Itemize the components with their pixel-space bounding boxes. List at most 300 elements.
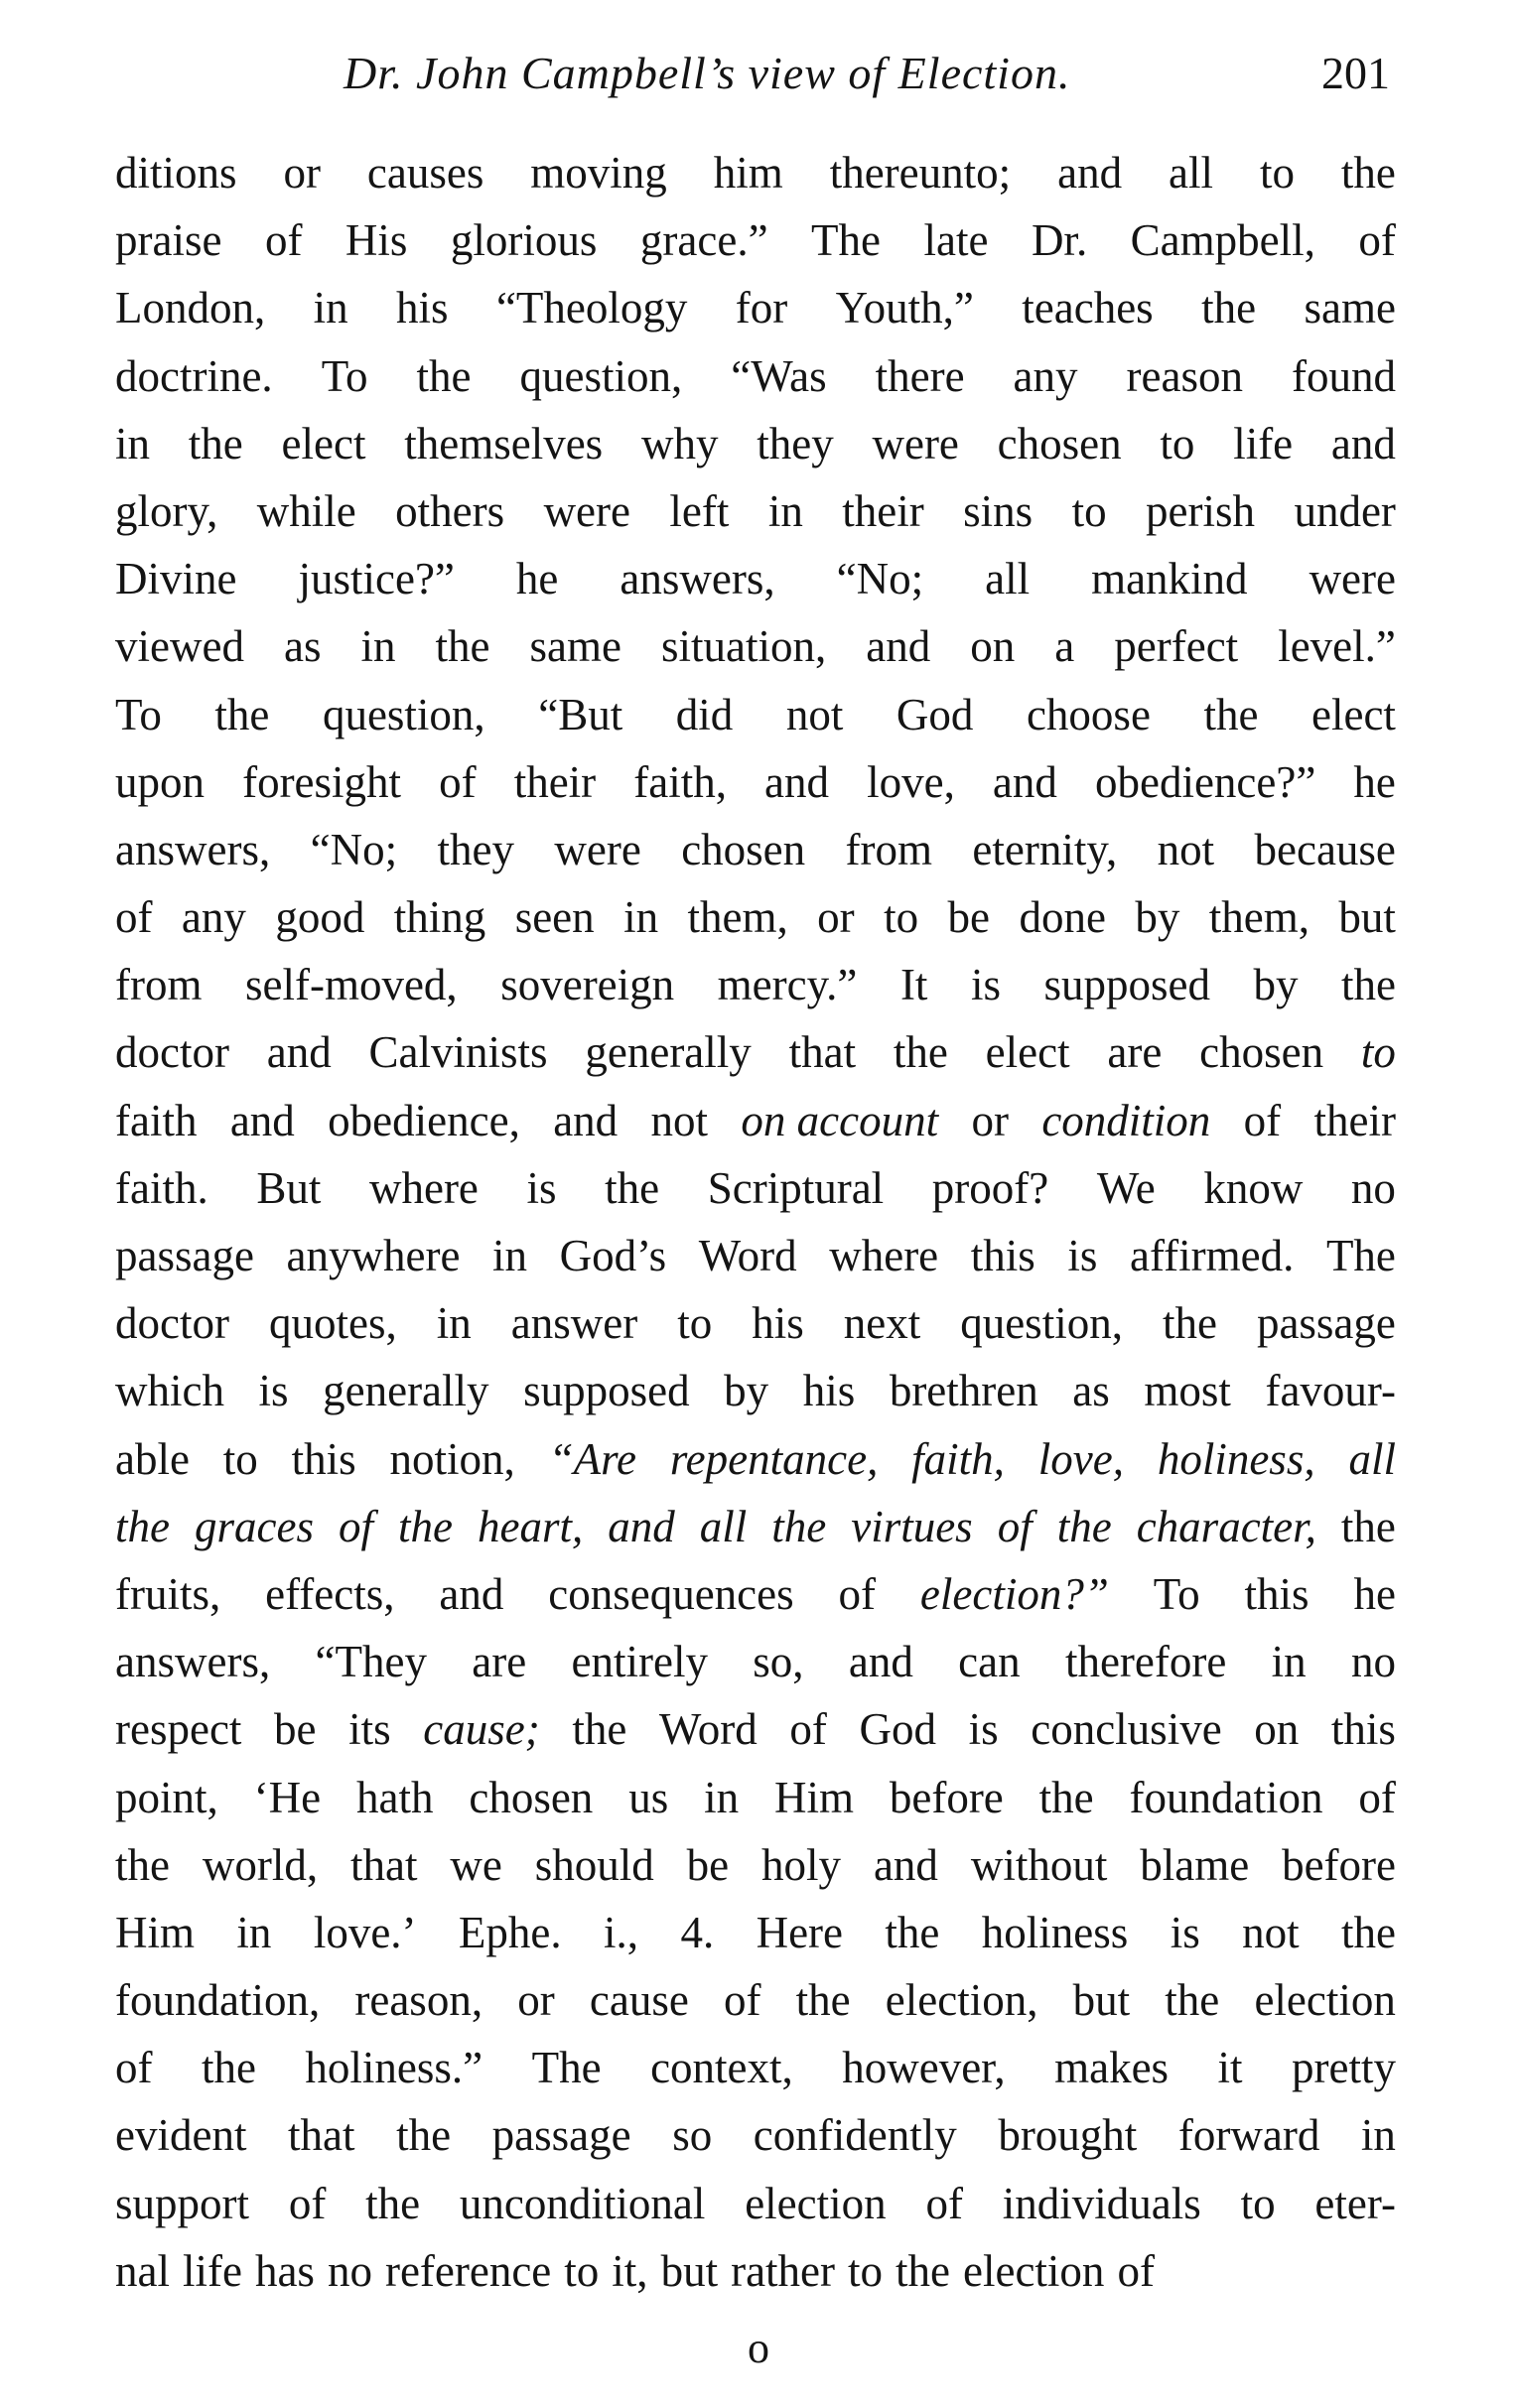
- italic-word: all: [699, 1501, 748, 1551]
- word: ditions: [115, 148, 237, 198]
- word: makes: [1054, 2043, 1170, 2093]
- word: answers,: [115, 1637, 271, 1687]
- word: or: [283, 148, 321, 198]
- running-title: Dr. John Campbell’s view of Election.: [344, 48, 1071, 98]
- word: not: [1242, 1907, 1300, 1957]
- word: to: [677, 1298, 713, 1349]
- word: the: [1340, 1501, 1396, 1551]
- word: But: [256, 1162, 322, 1213]
- word: the: [1038, 1772, 1094, 1822]
- word: it: [1217, 2043, 1243, 2093]
- word: Word: [658, 1704, 758, 1755]
- text-line: [115, 1899, 1396, 1966]
- word: to: [1071, 485, 1107, 536]
- text-line: [115, 1357, 1396, 1424]
- word: London,: [115, 283, 266, 334]
- word: holy: [761, 1839, 842, 1890]
- word: be: [686, 1839, 730, 1890]
- word: of: [115, 892, 153, 943]
- italic-word: all: [1348, 1433, 1396, 1484]
- word: moving: [530, 148, 667, 198]
- word: so,: [753, 1637, 804, 1687]
- word: choose: [1026, 689, 1151, 739]
- word: and: [229, 1095, 295, 1145]
- word: affirmed.: [1129, 1231, 1295, 1280]
- word: not: [1157, 824, 1215, 874]
- word: the: [188, 418, 243, 468]
- word: and: [1330, 418, 1396, 468]
- word: upon: [115, 756, 205, 807]
- word: sins: [963, 485, 1034, 536]
- word: were: [1309, 554, 1396, 604]
- word: reference: [384, 2245, 552, 2296]
- word: in: [623, 892, 659, 943]
- word: of: [789, 1704, 827, 1755]
- italic-word: the: [397, 1501, 453, 1551]
- word: confidently: [753, 2110, 957, 2161]
- italic-word: on account: [741, 1095, 939, 1145]
- page-number: 201: [1321, 48, 1390, 98]
- word: to: [1259, 148, 1295, 198]
- italic-word: graces: [194, 1501, 314, 1551]
- italic-word: and: [608, 1501, 675, 1551]
- word: is: [968, 1704, 999, 1755]
- word: thereunto;: [829, 148, 1012, 198]
- word: mercy.”: [717, 960, 858, 1010]
- word: To: [1153, 1568, 1200, 1619]
- word: and: [873, 1839, 938, 1890]
- word: faith: [115, 1095, 198, 1145]
- word: his: [802, 1366, 856, 1416]
- word: or: [971, 1095, 1009, 1145]
- signature-mark: o: [748, 2324, 769, 2372]
- word: has: [254, 2245, 315, 2296]
- word: by: [724, 1366, 769, 1416]
- word: the: [214, 689, 270, 739]
- word: for: [735, 283, 788, 334]
- word: the: [365, 2178, 421, 2228]
- word: Here: [756, 1907, 844, 1957]
- word: by: [1253, 960, 1299, 1010]
- italic-word: repentance,: [669, 1433, 879, 1484]
- word: their: [842, 485, 924, 536]
- word: blame: [1140, 1839, 1250, 1890]
- word: were: [543, 485, 630, 536]
- word: this: [1330, 1704, 1396, 1755]
- word: is: [970, 960, 1001, 1010]
- word: of: [1117, 2245, 1155, 2296]
- word: glory,: [115, 485, 218, 536]
- word: they: [757, 418, 834, 468]
- text-line: [115, 1087, 1396, 1154]
- word: ‘He: [253, 1772, 322, 1822]
- word: evident: [115, 2110, 247, 2161]
- italic-word: love,: [1037, 1433, 1124, 1484]
- word: of: [723, 1975, 761, 2026]
- italic-word: character,: [1136, 1501, 1316, 1551]
- word: of: [439, 756, 477, 807]
- word: faith.: [115, 1162, 208, 1213]
- text-line: [115, 748, 1396, 816]
- word: of: [1358, 1772, 1396, 1822]
- word: We: [1096, 1162, 1156, 1213]
- text-line: [115, 1222, 1396, 1289]
- italic-word: virtues: [851, 1501, 973, 1551]
- word: the: [572, 1704, 627, 1755]
- word: were: [554, 824, 641, 874]
- word: the: [396, 2110, 452, 2161]
- word: Him: [773, 1772, 854, 1822]
- word: consequences: [548, 1568, 794, 1619]
- word: he: [1353, 756, 1396, 807]
- word: foundation: [1129, 1772, 1323, 1822]
- word: before: [889, 1772, 1004, 1822]
- word: by: [1135, 892, 1180, 943]
- word: any: [1013, 350, 1078, 401]
- word: It: [899, 960, 928, 1010]
- running-head: [115, 44, 1396, 103]
- word: of: [115, 2043, 153, 2093]
- word: and: [866, 621, 931, 672]
- word: therefore: [1064, 1637, 1227, 1687]
- text-line: [115, 2034, 1396, 2101]
- word: love,: [867, 756, 955, 807]
- word: is: [258, 1366, 289, 1416]
- word: same: [1304, 283, 1396, 334]
- word: Dr.: [1031, 215, 1088, 266]
- word: question,: [519, 350, 683, 401]
- word: on: [970, 621, 1016, 672]
- word: hath: [355, 1772, 434, 1822]
- word: and: [764, 756, 830, 807]
- word: “But: [538, 689, 623, 739]
- word: effects,: [265, 1568, 395, 1619]
- text-line: [115, 206, 1396, 274]
- word: did: [675, 689, 734, 739]
- word: but: [660, 2245, 719, 2296]
- word: the: [896, 2245, 950, 2296]
- word: The: [811, 215, 882, 266]
- word: be: [274, 1704, 317, 1755]
- italic-word: heart,: [477, 1501, 584, 1551]
- word: able: [115, 1433, 190, 1484]
- word: God: [859, 1704, 936, 1755]
- word: love.’: [313, 1907, 417, 1957]
- text-line: [115, 274, 1396, 341]
- word: and: [553, 1095, 619, 1145]
- word: supposed: [1043, 960, 1210, 1010]
- word: doctrine.: [115, 350, 273, 401]
- word: the: [885, 1907, 940, 1957]
- italic-word: election?”: [919, 1568, 1109, 1619]
- word: reason,: [354, 1975, 483, 2026]
- word: in: [1271, 1637, 1307, 1687]
- word: individuals: [1002, 2178, 1201, 2228]
- word: context,: [650, 2043, 793, 2093]
- text-line: [115, 1425, 1396, 1493]
- word: where: [829, 1231, 939, 1280]
- word: from: [845, 824, 933, 874]
- word: chosen: [997, 418, 1122, 468]
- word: to: [1240, 2178, 1276, 2228]
- word: the: [115, 1839, 170, 1890]
- word: Him: [115, 1907, 196, 1957]
- word: this: [970, 1231, 1035, 1280]
- word: the: [1341, 960, 1396, 1010]
- word: him: [713, 148, 783, 198]
- word: without: [970, 1839, 1108, 1890]
- word: others: [395, 485, 505, 536]
- word: level.”: [1278, 621, 1396, 672]
- word: this: [291, 1433, 356, 1484]
- word: conclusive: [1031, 1704, 1222, 1755]
- word: glorious: [450, 215, 598, 266]
- word: mankind: [1091, 554, 1248, 604]
- word: eter-: [1314, 2178, 1396, 2228]
- italic-word: of: [338, 1501, 373, 1551]
- word: answer: [510, 1298, 638, 1349]
- word: the: [1341, 1907, 1396, 1957]
- word: Divine: [115, 554, 237, 604]
- word: to: [564, 2245, 600, 2296]
- italic-word: condition: [1041, 1095, 1211, 1145]
- word: praise: [115, 215, 222, 266]
- word: doctor: [115, 1027, 229, 1078]
- text-line: [115, 477, 1396, 545]
- word: the: [201, 2043, 256, 2093]
- word: election,: [885, 1975, 1038, 2026]
- word: which: [115, 1366, 224, 1416]
- word: is: [526, 1162, 557, 1213]
- word: were: [872, 418, 959, 468]
- word: as: [283, 621, 322, 672]
- word: they: [437, 824, 514, 874]
- word: nal: [115, 2245, 170, 2296]
- word: there: [875, 350, 965, 401]
- word: and: [848, 1637, 913, 1687]
- word: on: [1254, 1704, 1300, 1755]
- word: perish: [1146, 485, 1256, 536]
- word: question,: [960, 1298, 1123, 1349]
- word: election: [963, 2245, 1105, 2296]
- word: answers,: [620, 554, 775, 604]
- text-line: [115, 1018, 1396, 1086]
- word: themselves: [404, 418, 604, 468]
- word: found: [1291, 350, 1396, 401]
- word: in: [767, 485, 803, 536]
- word: any: [181, 892, 246, 943]
- word: not: [785, 689, 844, 739]
- word: holiness.”: [305, 2043, 483, 2093]
- word: sovereign: [500, 960, 675, 1010]
- word: them,: [1208, 892, 1310, 943]
- text-line: [115, 139, 1396, 206]
- word: not: [650, 1095, 709, 1145]
- word: in: [704, 1772, 740, 1822]
- word: foresight: [242, 756, 402, 807]
- word: doctor: [115, 1298, 229, 1349]
- word: passage: [115, 1231, 254, 1280]
- word: them,: [687, 892, 788, 943]
- word: obedience?”: [1094, 756, 1316, 807]
- word: same: [529, 621, 621, 672]
- word: and: [439, 1568, 504, 1619]
- word: supposed: [523, 1366, 690, 1416]
- text-line: [115, 2237, 1396, 2305]
- word: The: [531, 2043, 602, 2093]
- word: notion,: [389, 1433, 515, 1484]
- word: His: [345, 215, 408, 266]
- word: it,: [612, 2245, 648, 2296]
- italic-word: holiness,: [1157, 1433, 1315, 1484]
- text-line: [115, 883, 1396, 951]
- word: viewed: [115, 621, 244, 672]
- text-line: [115, 612, 1396, 680]
- word: Ephe.: [458, 1907, 562, 1957]
- text-line: [115, 2101, 1396, 2169]
- word: holiness: [981, 1907, 1129, 1957]
- word: or: [517, 1975, 555, 2026]
- word: that: [788, 1027, 857, 1078]
- word: that: [288, 2110, 355, 2161]
- italic-word: faith,: [911, 1433, 1005, 1484]
- word: the: [795, 1975, 851, 2026]
- italic-word: the: [115, 1501, 170, 1551]
- word: in: [436, 1298, 472, 1349]
- word: know: [1203, 1162, 1304, 1213]
- word: a: [1054, 621, 1075, 672]
- word: point,: [115, 1772, 218, 1822]
- word: respect: [115, 1704, 242, 1755]
- word: however,: [842, 2043, 1006, 2093]
- word: the: [416, 350, 472, 401]
- word: next: [843, 1298, 921, 1349]
- word: we: [450, 1839, 502, 1890]
- text-line: [115, 545, 1396, 612]
- word: in: [1360, 2110, 1396, 2161]
- word: to: [848, 2245, 884, 2296]
- word: his: [752, 1298, 804, 1349]
- word: God: [896, 689, 974, 739]
- word: perfect: [1114, 621, 1239, 672]
- word: the: [893, 1027, 948, 1078]
- italic-word: the: [1056, 1501, 1112, 1551]
- word: cause: [589, 1975, 689, 2026]
- word: be: [947, 892, 991, 943]
- word: eternity,: [972, 824, 1118, 874]
- word: “They: [315, 1637, 427, 1687]
- word: that: [350, 1839, 418, 1890]
- word: the: [1201, 283, 1257, 334]
- word: generally: [585, 1027, 752, 1078]
- word: all: [985, 554, 1031, 604]
- word: most: [1144, 1366, 1231, 1416]
- word: left: [669, 485, 730, 536]
- word: late: [923, 215, 989, 266]
- word: question,: [322, 689, 485, 739]
- word: are: [1107, 1027, 1163, 1078]
- word: favour-: [1265, 1366, 1396, 1416]
- word: no: [327, 2245, 372, 2296]
- word: should: [534, 1839, 654, 1890]
- text-line: [115, 2170, 1396, 2237]
- word: are: [472, 1637, 527, 1687]
- text-line: [115, 1154, 1396, 1222]
- word: obedience,: [328, 1095, 520, 1145]
- word: Word: [698, 1231, 797, 1280]
- word: “Was: [731, 350, 827, 401]
- word: causes: [366, 148, 484, 198]
- word: of: [838, 1568, 877, 1619]
- word: chosen: [681, 824, 806, 874]
- word: to: [884, 892, 919, 943]
- word: pretty: [1292, 2043, 1396, 2093]
- word: from: [115, 960, 203, 1010]
- word: Scriptural: [707, 1162, 885, 1213]
- word: brethren: [889, 1366, 1038, 1416]
- word: election: [745, 2178, 887, 2228]
- word: reason: [1126, 350, 1243, 401]
- text-line: [115, 1695, 1396, 1763]
- word: and: [266, 1027, 332, 1078]
- word: election: [1254, 1975, 1396, 2026]
- word: why: [640, 418, 719, 468]
- word: chosen: [1199, 1027, 1324, 1078]
- word: life: [182, 2245, 242, 2296]
- word: proof?: [931, 1162, 1049, 1213]
- word: of: [264, 215, 303, 266]
- word: or: [817, 892, 855, 943]
- word: Youth,”: [835, 283, 974, 334]
- body-text: [115, 139, 1396, 2305]
- text-line: [115, 342, 1396, 410]
- word: quotes,: [268, 1298, 397, 1349]
- italic-word: the: [771, 1501, 827, 1551]
- word: the: [605, 1162, 660, 1213]
- word: done: [1019, 892, 1106, 943]
- word: where: [368, 1162, 479, 1213]
- word: rather: [731, 2245, 835, 2296]
- word: forward: [1177, 2110, 1320, 2161]
- word: he: [1353, 1568, 1396, 1619]
- word: self-moved,: [245, 960, 458, 1010]
- word: is: [1170, 1907, 1200, 1957]
- word: Calvinists: [368, 1027, 548, 1078]
- word: their: [1313, 1095, 1396, 1145]
- word: answers,: [115, 824, 271, 874]
- word: so: [672, 2110, 713, 2161]
- word: in: [236, 1907, 272, 1957]
- word: unconditional: [459, 2178, 706, 2228]
- word: elect: [985, 1027, 1070, 1078]
- word: foundation,: [115, 1975, 321, 2026]
- word: to: [1160, 418, 1195, 468]
- text-line: [115, 1831, 1396, 1899]
- word: situation,: [661, 621, 827, 672]
- word: passage: [491, 2110, 631, 2161]
- word: under: [1294, 485, 1396, 536]
- word: in: [492, 1231, 528, 1280]
- word: us: [628, 1772, 669, 1822]
- word: and: [1057, 148, 1123, 198]
- word: his: [396, 283, 449, 334]
- word: “No;: [836, 554, 924, 604]
- word: justice?”: [298, 554, 455, 604]
- word: “No;: [310, 824, 398, 874]
- word: of: [1358, 215, 1396, 266]
- word: elect: [281, 418, 366, 468]
- word: in: [313, 283, 348, 334]
